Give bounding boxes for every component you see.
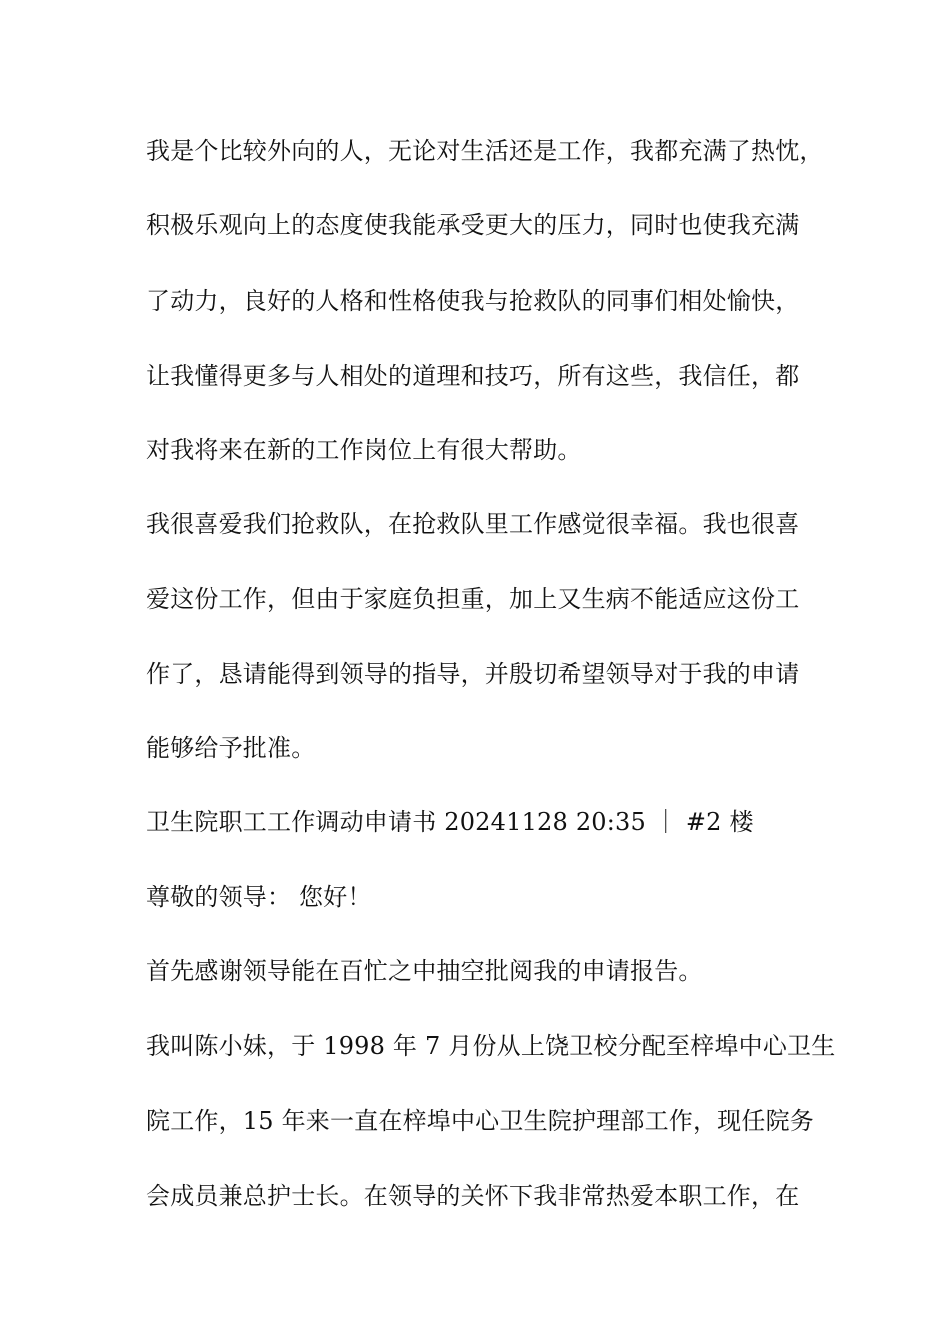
post-header-line: 卫生院职工工作调动申请书 20241128 20:35 ｜ #2 楼 — [146, 808, 754, 836]
paragraph-line: 爱这份工作，但由于家庭负担重，加上又生病不能适应这份工 — [146, 585, 800, 613]
paragraph-line: 积极乐观向上的态度使我能承受更大的压力，同时也使我充满 — [146, 211, 800, 239]
paragraph-line: 对我将来在新的工作岗位上有很大帮助。 — [146, 436, 582, 464]
paragraph-line: 作了，恳请能得到领导的指导，并殷切希望领导对于我的申请 — [146, 660, 800, 688]
salutation-line: 尊敬的领导： 您好！ — [146, 883, 372, 911]
paragraph-line: 我很喜爱我们抢救队，在抢救队里工作感觉很幸福。我也很喜 — [146, 510, 800, 538]
paragraph-line: 首先感谢领导能在百忙之中抽空批阅我的申请报告。 — [146, 957, 703, 985]
paragraph-line: 了动力，良好的人格和性格使我与抢救队的同事们相处愉快， — [146, 287, 800, 315]
paragraph-line: 让我懂得更多与人相处的道理和技巧，所有这些，我信任，都 — [146, 362, 800, 390]
paragraph-line: 我是个比较外向的人，无论对生活还是工作，我都充满了热忱， — [146, 137, 824, 165]
paragraph-line: 院工作，15 年来一直在梓埠中心卫生院护理部工作，现任院务 — [146, 1107, 814, 1135]
paragraph-line: 我叫陈小妹，于 1998 年 7 月份从上饶卫校分配至梓埠中心卫生 — [146, 1032, 836, 1060]
paragraph-line: 能够给予批准。 — [146, 734, 316, 762]
paragraph-line: 会成员兼总护士长。在领导的关怀下我非常热爱本职工作，在 — [146, 1182, 800, 1210]
